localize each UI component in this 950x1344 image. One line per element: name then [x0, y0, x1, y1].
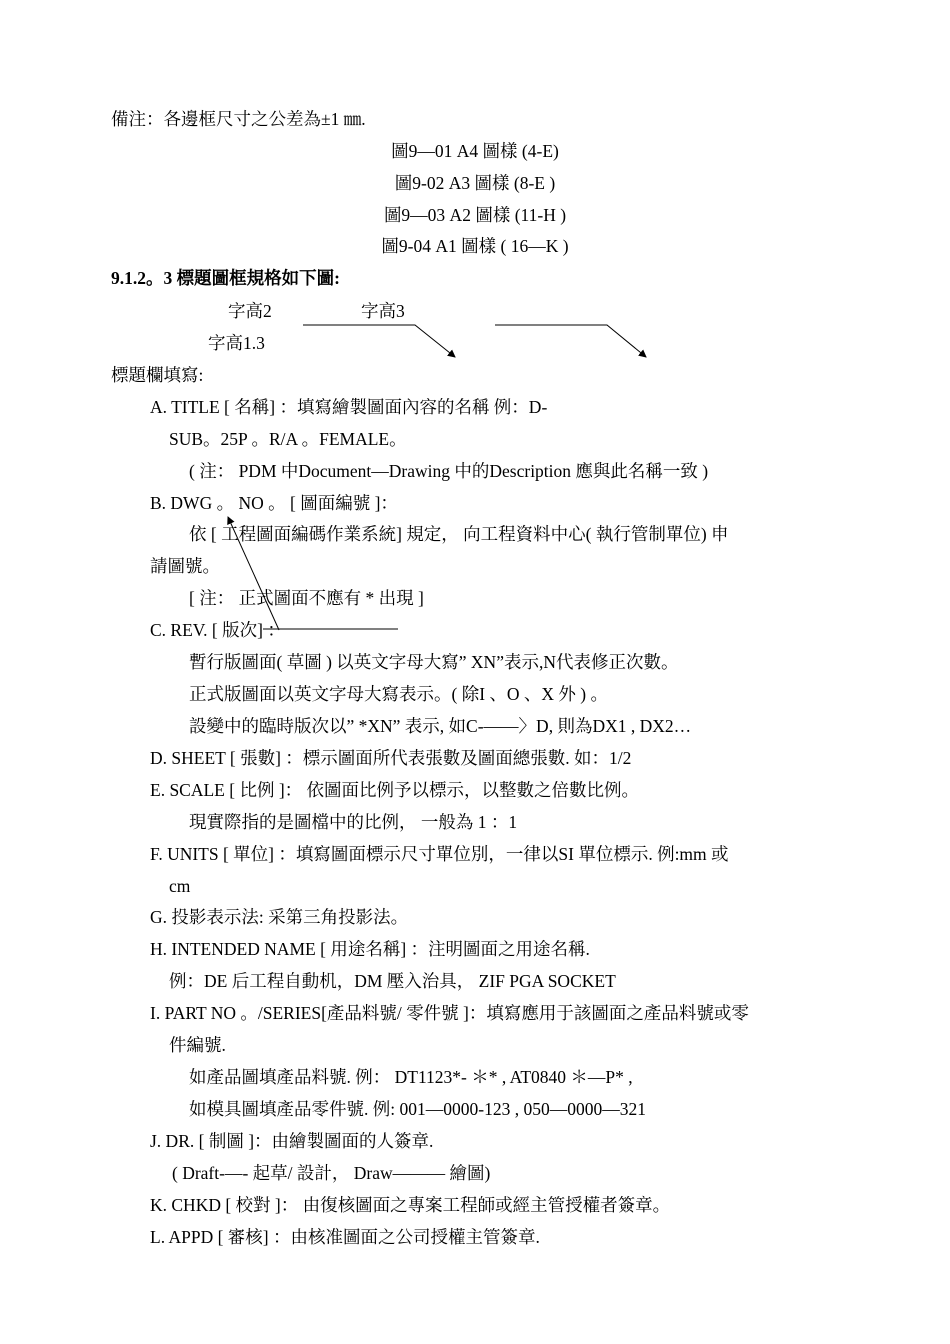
item-a-note: ( 注： PDM 中Document—Drawing 中的Description 應與此名稱一致 ) — [189, 461, 709, 481]
item-j-dr: J. DR. [ 制圖 ]：由繪製圖面的人簽章. — [150, 1131, 434, 1151]
item-a-example: SUB。25P 。R/A 。FEMALE。 — [169, 429, 407, 449]
item-d-sheet: D. SHEET [ 張數] ：標示圖面所代表張數及圖面總張數. 如：1/2 — [150, 748, 632, 768]
item-i-cont: 件編號. — [169, 1035, 226, 1055]
item-f-cont: cm — [169, 876, 191, 896]
item-i-product-example: 如產品圖填產品料號. 例： DT1123*- ＊* , AT0840 ＊—P* , — [189, 1067, 633, 1087]
diagram-label-height-2: 字高2 — [228, 301, 272, 321]
item-c-line2: 正式版圖面以英文字母大寫表示。( 除I 、O 、X 外 ) 。 — [189, 684, 609, 704]
section-heading: 9.1.2。3 標題圖框規格如下圖: — [111, 268, 340, 288]
note-tolerance: 備注：各邊框尺寸之公差為±1 ㎜. — [111, 109, 366, 129]
diagram-label-height-1-3: 字高1.3 — [208, 333, 265, 353]
item-c-rev: C. REV. [ 版次] ： — [150, 620, 285, 640]
item-f-units: F. UNITS [ 單位] ：填寫圖面標示尺寸單位別，一律以SI 單位標示. 例:mm 或 — [150, 844, 729, 864]
figure-caption-a1: 圖9-04 A1 圖樣 ( 16—K ) — [381, 236, 569, 256]
leader-arrow-height-2 — [303, 325, 455, 357]
leader-arrow-height-3 — [495, 325, 646, 357]
item-c-line1: 暫行版圖面( 草圖 ) 以英文字母大寫” XN”表示,N代表修正次數。 — [189, 652, 679, 672]
figure-caption-a2: 圖9—03 A2 圖樣 (11-H ) — [383, 205, 567, 225]
item-h-intended-name: H. INTENDED NAME [ 用途名稱] ：注明圖面之用途名稱. — [150, 939, 590, 959]
item-b-note: [ 注： 正式圖面不應有 * 出現 ] — [189, 588, 424, 608]
item-j-note: ( Draft-—- 起草/ 設計， Draw——— 繪圖) — [172, 1163, 491, 1183]
item-b-text-cont: 請圖號。 — [150, 556, 220, 576]
item-b-dwg-no: B. DWG 。 NO 。 [ 圖面編號 ]： — [150, 493, 398, 513]
item-k-chkd: K. CHKD [ 校對 ]： 由復核圖面之專案工程師或經主管授權者簽章。 — [150, 1195, 671, 1215]
fill-heading: 標題欄填寫: — [111, 365, 204, 385]
diagram-label-height-3: 字高3 — [361, 301, 405, 321]
item-i-mold-example: 如模具圖填產品零件號. 例: 001—0000-123 , 050—0000—321 — [189, 1099, 646, 1119]
item-c-line3: 設變中的臨時版次以” *XN” 表示, 如C-——〉D, 則為DX1 , DX2… — [189, 716, 692, 736]
figure-caption-a3: 圖9-02 A3 圖樣 (8-E ) — [394, 173, 556, 193]
item-l-appd: L. APPD [ 審核] ：由核准圖面之公司授權主管簽章. — [150, 1227, 540, 1247]
item-e-text: 現實際指的是圖檔中的比例， 一般為 1 ：1 — [189, 812, 518, 832]
item-a-title: A. TITLE [ 名稱] ：填寫繪製圖面內容的名稱 例：D- — [150, 397, 548, 417]
item-e-scale: E. SCALE [ 比例 ]： 依圖面比例予以標示，以整數之倍數比例。 — [150, 780, 640, 800]
figure-caption-a4: 圖9—01 A4 圖樣 (4-E) — [391, 141, 559, 161]
item-b-text: 依 [ 工程圖面編碼作業系統] 規定， 向工程資料中心( 執行管制單位) 申 — [189, 524, 729, 544]
item-i-part-no: I. PART NO 。/SERIES[產品料號/ 零件號 ]：填寫應用于該圖面之產品料號或零 — [150, 1003, 749, 1023]
item-h-example: 例：DE 后工程自動机，DM 壓入治具， ZIF PGA SOCKET — [169, 971, 616, 991]
item-g-projection: G. 投影表示法: 采第三角投影法。 — [150, 907, 409, 927]
